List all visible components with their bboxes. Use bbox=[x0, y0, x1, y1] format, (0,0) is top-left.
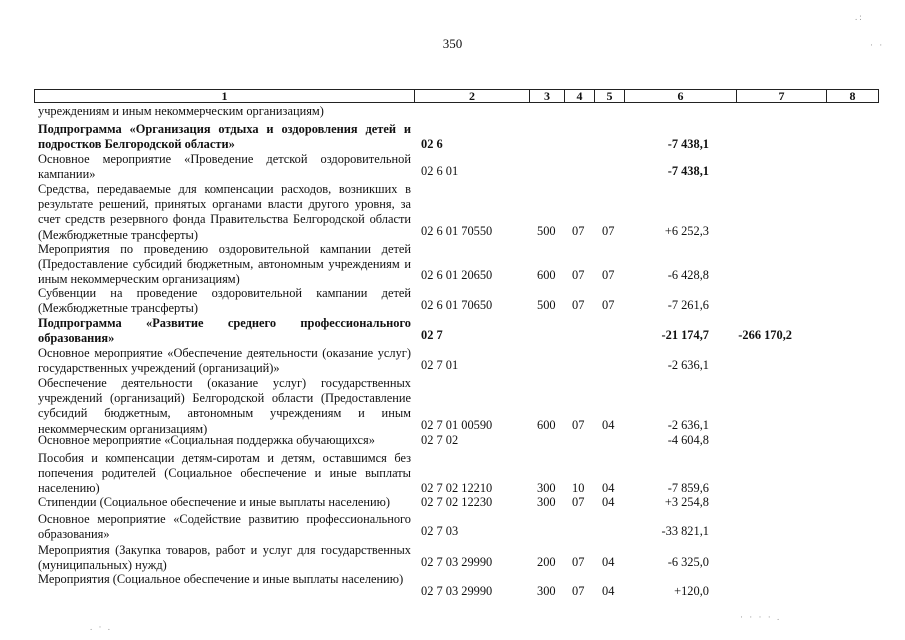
row-code: 02 6 bbox=[421, 137, 443, 151]
row-value-5: 04 bbox=[602, 481, 615, 495]
row-code: 02 7 02 12230 bbox=[421, 495, 493, 509]
row-value-5: 07 bbox=[602, 224, 615, 238]
row-description: Подпрограмма «Организация отдыха и оздоровления детей и подростков Белгородской области» bbox=[38, 122, 411, 152]
header-col-6: 6 bbox=[624, 90, 736, 102]
row-value-3: 500 bbox=[537, 298, 556, 312]
row-code: 02 7 03 29990 bbox=[421, 555, 493, 569]
row-value-3: 500 bbox=[537, 224, 556, 238]
row-description: Мероприятия по проведению оздоровительной кампании детей (Предоставление субсидий бюджетным, автономным учреждениям и иным некоммерческим организациям) bbox=[38, 242, 411, 287]
row-description: Основное мероприятие «Обеспечение деятельности (оказание услуг) государственных учреждений (организаций)» bbox=[38, 346, 411, 376]
row-value-3: 300 bbox=[537, 481, 556, 495]
row-value-5: 07 bbox=[602, 298, 615, 312]
row-code: 02 7 02 12210 bbox=[421, 481, 493, 495]
row-value-5: 04 bbox=[602, 495, 615, 509]
row-value-5: 04 bbox=[602, 418, 615, 432]
row-value-6: -7 438,1 bbox=[667, 137, 709, 151]
row-value-3: 600 bbox=[537, 418, 556, 432]
row-value-6: +120,0 bbox=[674, 584, 709, 598]
row-value-5: 04 bbox=[602, 584, 615, 598]
row-description: Основное мероприятие «Проведение детской оздоровительной кампании» bbox=[38, 152, 411, 182]
row-value-3: 300 bbox=[537, 584, 556, 598]
header-col-8: 8 bbox=[826, 90, 878, 102]
row-description: Субвенции на проведение оздоровительной кампании детей (Межбюджетные трансферты) bbox=[38, 286, 411, 316]
scan-speckle: · · · · . bbox=[740, 612, 782, 622]
row-code: 02 7 01 00590 bbox=[421, 418, 493, 432]
row-value-6: +6 252,3 bbox=[664, 224, 709, 238]
row-code: 02 6 01 70650 bbox=[421, 298, 493, 312]
row-value-4: 07 bbox=[572, 584, 585, 598]
row-value-6: -7 261,6 bbox=[667, 298, 709, 312]
row-value-4: 07 bbox=[572, 268, 585, 282]
row-value-6: +3 254,8 bbox=[664, 495, 709, 509]
row-value-3: 300 bbox=[537, 495, 556, 509]
row-value-4: 07 bbox=[572, 418, 585, 432]
header-col-2: 2 bbox=[414, 90, 529, 102]
row-value-6: -2 636,1 bbox=[667, 418, 709, 432]
row-description: Средства, передаваемые для компенсации расходов, возникших в результате решений, принятых органами власти другого уровня, за счет средств резервного фонда Правительства Белгородской области (Межбюджетные трансферты) bbox=[38, 182, 411, 242]
row-value-6: -6 428,8 bbox=[667, 268, 709, 282]
header-col-7: 7 bbox=[736, 90, 826, 102]
row-value-5: 07 bbox=[602, 268, 615, 282]
row-description: Основное мероприятие «Содействие развитию профессионального образования» bbox=[38, 512, 411, 542]
row-description: Мероприятия (Социальное обеспечение и иные выплаты населению) bbox=[38, 572, 404, 586]
header-col-5: 5 bbox=[594, 90, 624, 102]
row-value-4: 07 bbox=[572, 298, 585, 312]
row-value-6: -33 821,1 bbox=[661, 524, 709, 538]
row-value-7: -266 170,2 bbox=[738, 328, 792, 342]
row-code: 02 6 01 70550 bbox=[421, 224, 493, 238]
row-description: Обеспечение деятельности (оказание услуг) государственных учреждений (организаций) Белгородской области (Предоставление субсидий бюджетным, автономным учреждениям и иным некоммерческим организациям) bbox=[38, 376, 411, 436]
row-description: Основное мероприятие «Социальная поддержка обучающихся» bbox=[38, 433, 375, 447]
row-code: 02 7 01 bbox=[421, 358, 459, 372]
row-code: 02 6 01 20650 bbox=[421, 268, 493, 282]
row-value-6: -4 604,8 bbox=[667, 433, 709, 447]
row-value-3: 200 bbox=[537, 555, 556, 569]
row-value-4: 07 bbox=[572, 495, 585, 509]
row-code: 02 6 01 bbox=[421, 164, 459, 178]
page-number: 350 bbox=[442, 36, 463, 51]
row-value-6: -21 174,7 bbox=[661, 328, 709, 342]
row-value-4: 07 bbox=[572, 555, 585, 569]
row-code: 02 7 02 bbox=[421, 433, 459, 447]
scan-speckle: · · bbox=[870, 40, 885, 50]
row-value-4: 07 bbox=[572, 224, 585, 238]
row-description: Стипендии (Социальное обеспечение и иные выплаты населению) bbox=[38, 495, 391, 509]
scan-speckle: . · . bbox=[90, 622, 112, 632]
header-col-1: 1 bbox=[221, 89, 228, 103]
row-value-3: 600 bbox=[537, 268, 556, 282]
row-value-6: -7 438,1 bbox=[667, 164, 709, 178]
row-value-4: 10 bbox=[572, 481, 585, 495]
row-description: Пособия и компенсации детям-сиротам и детям, оставшимся без попечения родителей (Социальное обеспечение и иные выплаты населению) bbox=[38, 451, 411, 496]
row-code: 02 7 bbox=[421, 328, 443, 342]
row-description: Подпрограмма «Развитие среднего профессионального образования» bbox=[38, 316, 411, 346]
scan-speckle: .: bbox=[855, 12, 864, 22]
row-value-6: -6 325,0 bbox=[667, 555, 709, 569]
row-value-5: 04 bbox=[602, 555, 615, 569]
row-code: 02 7 03 bbox=[421, 524, 459, 538]
row-value-6: -2 636,1 bbox=[667, 358, 709, 372]
header-col-4: 4 bbox=[564, 90, 594, 102]
row-value-6: -7 859,6 bbox=[667, 481, 709, 495]
row-description: учреждениям и иным некоммерческим организациям) bbox=[38, 104, 324, 118]
header-col-3: 3 bbox=[529, 90, 564, 102]
row-code: 02 7 03 29990 bbox=[421, 584, 493, 598]
row-description: Мероприятия (Закупка товаров, работ и услуг для государственных (муниципальных) нужд) bbox=[38, 543, 411, 573]
